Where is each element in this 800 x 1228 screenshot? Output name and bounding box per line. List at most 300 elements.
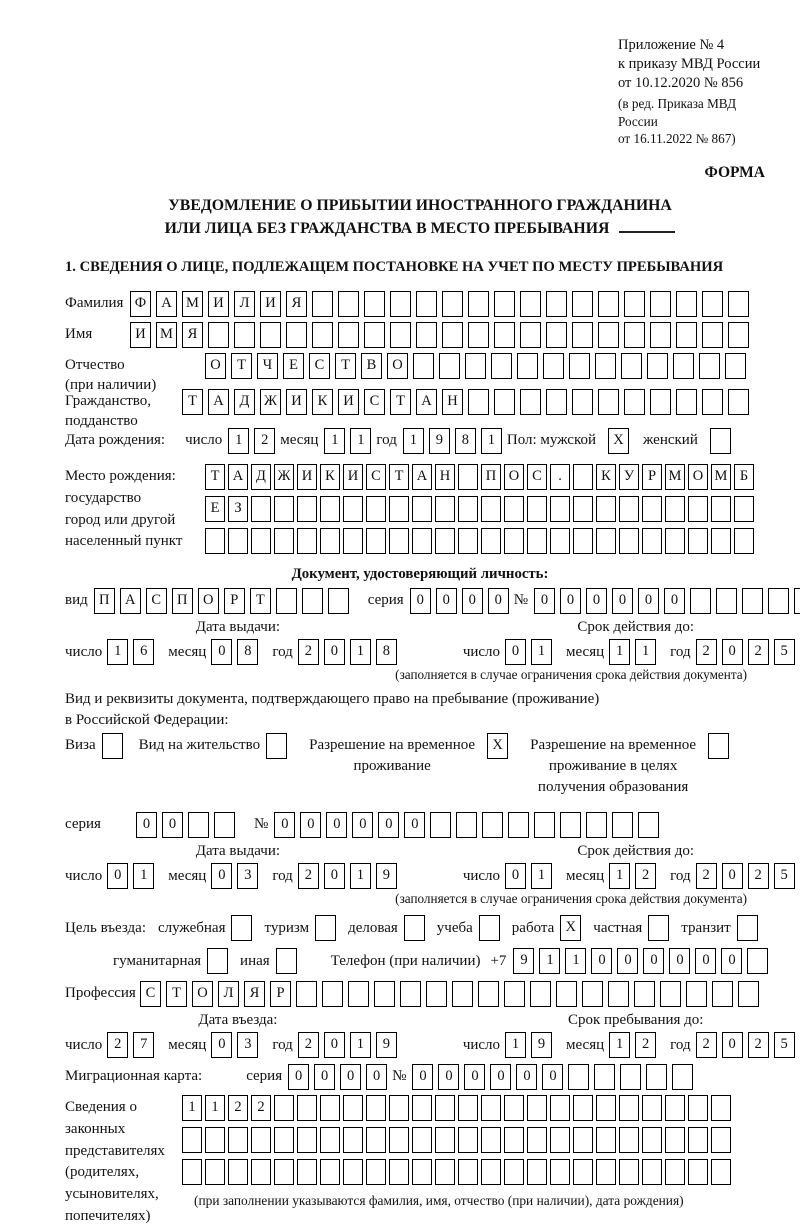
- char-cell[interactable]: [596, 496, 616, 522]
- char-cell[interactable]: 2: [696, 863, 717, 889]
- char-cell[interactable]: К: [596, 464, 616, 490]
- char-cell[interactable]: 9: [513, 948, 534, 974]
- char-cell[interactable]: [338, 291, 359, 317]
- char-cell[interactable]: [504, 496, 524, 522]
- char-cell[interactable]: [452, 981, 473, 1007]
- char-cell[interactable]: [550, 1127, 570, 1153]
- char-cell[interactable]: [560, 812, 581, 838]
- char-cell[interactable]: О: [504, 464, 524, 490]
- char-cell[interactable]: Н: [442, 389, 463, 415]
- char-cell[interactable]: [322, 981, 343, 1007]
- char-cell[interactable]: С: [140, 981, 161, 1007]
- char-cell[interactable]: [426, 981, 447, 1007]
- char-cell[interactable]: [508, 812, 529, 838]
- char-cell[interactable]: [742, 588, 763, 614]
- char-cell[interactable]: 0: [288, 1064, 309, 1090]
- char-cell[interactable]: 1: [565, 948, 586, 974]
- char-cell[interactable]: К: [320, 464, 340, 490]
- char-cell[interactable]: [297, 496, 317, 522]
- purpose-other-checkbox[interactable]: [276, 948, 297, 974]
- char-cell[interactable]: [312, 322, 333, 348]
- char-cell[interactable]: [688, 1095, 708, 1121]
- char-cell[interactable]: [569, 353, 590, 379]
- char-cell[interactable]: [364, 291, 385, 317]
- purpose-business-checkbox[interactable]: [404, 915, 425, 941]
- char-cell[interactable]: О: [192, 981, 213, 1007]
- char-cell[interactable]: 0: [462, 588, 483, 614]
- char-cell[interactable]: С: [309, 353, 330, 379]
- char-cell[interactable]: П: [481, 464, 501, 490]
- char-cell[interactable]: [686, 981, 707, 1007]
- char-cell[interactable]: 1: [609, 1032, 630, 1058]
- char-cell[interactable]: 1: [205, 1095, 225, 1121]
- char-cell[interactable]: [413, 353, 434, 379]
- char-cell[interactable]: 0: [534, 588, 555, 614]
- char-cell[interactable]: 9: [531, 1032, 552, 1058]
- char-cell[interactable]: Е: [205, 496, 225, 522]
- char-cell[interactable]: 0: [612, 588, 633, 614]
- char-cell[interactable]: [468, 389, 489, 415]
- char-cell[interactable]: Д: [234, 389, 255, 415]
- char-cell[interactable]: [205, 528, 225, 554]
- purpose-humanitarian-checkbox[interactable]: [207, 948, 228, 974]
- char-cell[interactable]: [390, 291, 411, 317]
- char-cell[interactable]: [530, 981, 551, 1007]
- char-cell[interactable]: [481, 1095, 501, 1121]
- char-cell[interactable]: 2: [298, 639, 319, 665]
- char-cell[interactable]: 1: [531, 639, 552, 665]
- char-cell[interactable]: Т: [250, 588, 271, 614]
- char-cell[interactable]: [251, 1127, 271, 1153]
- char-cell[interactable]: [297, 1127, 317, 1153]
- char-cell[interactable]: [520, 389, 541, 415]
- char-cell[interactable]: М: [182, 291, 203, 317]
- char-cell[interactable]: И: [338, 389, 359, 415]
- char-cell[interactable]: [214, 812, 235, 838]
- char-cell[interactable]: Т: [335, 353, 356, 379]
- char-cell[interactable]: 8: [237, 639, 258, 665]
- char-cell[interactable]: 0: [412, 1064, 433, 1090]
- char-cell[interactable]: Т: [166, 981, 187, 1007]
- char-cell[interactable]: [338, 322, 359, 348]
- char-cell[interactable]: 1: [539, 948, 560, 974]
- char-cell[interactable]: [550, 496, 570, 522]
- char-cell[interactable]: [676, 322, 697, 348]
- sex-male-checkbox[interactable]: X: [608, 428, 629, 454]
- char-cell[interactable]: С: [146, 588, 167, 614]
- char-cell[interactable]: [699, 353, 720, 379]
- char-cell[interactable]: 1: [481, 428, 502, 454]
- char-cell[interactable]: [642, 1095, 662, 1121]
- char-cell[interactable]: [608, 981, 629, 1007]
- char-cell[interactable]: 0: [542, 1064, 563, 1090]
- char-cell[interactable]: [416, 322, 437, 348]
- char-cell[interactable]: [647, 353, 668, 379]
- char-cell[interactable]: [276, 588, 297, 614]
- char-cell[interactable]: [527, 496, 547, 522]
- char-cell[interactable]: [228, 1127, 248, 1153]
- char-cell[interactable]: [366, 1127, 386, 1153]
- char-cell[interactable]: 1: [635, 639, 656, 665]
- char-cell[interactable]: [389, 528, 409, 554]
- char-cell[interactable]: [650, 291, 671, 317]
- char-cell[interactable]: 0: [211, 1032, 232, 1058]
- char-cell[interactable]: [676, 291, 697, 317]
- char-cell[interactable]: М: [711, 464, 731, 490]
- char-cell[interactable]: З: [228, 496, 248, 522]
- char-cell[interactable]: А: [416, 389, 437, 415]
- char-cell[interactable]: Ж: [260, 389, 281, 415]
- char-cell[interactable]: 2: [696, 639, 717, 665]
- char-cell[interactable]: [481, 1127, 501, 1153]
- char-cell[interactable]: 5: [774, 863, 795, 889]
- char-cell[interactable]: И: [297, 464, 317, 490]
- char-cell[interactable]: П: [94, 588, 115, 614]
- char-cell[interactable]: 2: [228, 1095, 248, 1121]
- char-cell[interactable]: [598, 389, 619, 415]
- char-cell[interactable]: [546, 389, 567, 415]
- char-cell[interactable]: 0: [591, 948, 612, 974]
- char-cell[interactable]: [582, 981, 603, 1007]
- char-cell[interactable]: [711, 528, 731, 554]
- char-cell[interactable]: [228, 528, 248, 554]
- char-cell[interactable]: [619, 1127, 639, 1153]
- char-cell[interactable]: [188, 812, 209, 838]
- char-cell[interactable]: [638, 812, 659, 838]
- char-cell[interactable]: [595, 353, 616, 379]
- char-cell[interactable]: [688, 528, 708, 554]
- char-cell[interactable]: [251, 528, 271, 554]
- option-temp-residence-education-checkbox[interactable]: [708, 733, 729, 759]
- char-cell[interactable]: [234, 322, 255, 348]
- char-cell[interactable]: 0: [617, 948, 638, 974]
- char-cell[interactable]: [251, 496, 271, 522]
- char-cell[interactable]: [556, 981, 577, 1007]
- char-cell[interactable]: И: [286, 389, 307, 415]
- char-cell[interactable]: [673, 353, 694, 379]
- char-cell[interactable]: О: [205, 353, 226, 379]
- char-cell[interactable]: 0: [410, 588, 431, 614]
- char-cell[interactable]: [688, 496, 708, 522]
- char-cell[interactable]: [412, 1095, 432, 1121]
- char-cell[interactable]: [458, 1127, 478, 1153]
- char-cell[interactable]: [665, 1095, 685, 1121]
- char-cell[interactable]: И: [130, 322, 151, 348]
- char-cell[interactable]: [725, 353, 746, 379]
- char-cell[interactable]: [573, 1127, 593, 1153]
- char-cell[interactable]: С: [527, 464, 547, 490]
- char-cell[interactable]: [468, 322, 489, 348]
- char-cell[interactable]: [504, 1095, 524, 1121]
- char-cell[interactable]: 0: [505, 639, 526, 665]
- char-cell[interactable]: [343, 496, 363, 522]
- char-cell[interactable]: 0: [378, 812, 399, 838]
- char-cell[interactable]: [435, 496, 455, 522]
- char-cell[interactable]: 1: [133, 863, 154, 889]
- char-cell[interactable]: [619, 528, 639, 554]
- char-cell[interactable]: 0: [560, 588, 581, 614]
- char-cell[interactable]: [572, 322, 593, 348]
- char-cell[interactable]: [343, 1127, 363, 1153]
- char-cell[interactable]: [389, 1127, 409, 1153]
- char-cell[interactable]: [312, 291, 333, 317]
- char-cell[interactable]: Л: [234, 291, 255, 317]
- char-cell[interactable]: Р: [224, 588, 245, 614]
- char-cell[interactable]: [389, 496, 409, 522]
- char-cell[interactable]: [690, 588, 711, 614]
- char-cell[interactable]: [494, 322, 515, 348]
- char-cell[interactable]: [520, 291, 541, 317]
- char-cell[interactable]: 0: [722, 639, 743, 665]
- char-cell[interactable]: [456, 812, 477, 838]
- char-cell[interactable]: [458, 528, 478, 554]
- char-cell[interactable]: 0: [722, 863, 743, 889]
- char-cell[interactable]: [747, 948, 768, 974]
- char-cell[interactable]: [716, 588, 737, 614]
- char-cell[interactable]: Ж: [274, 464, 294, 490]
- char-cell[interactable]: Я: [182, 322, 203, 348]
- char-cell[interactable]: [412, 528, 432, 554]
- char-cell[interactable]: 0: [722, 1032, 743, 1058]
- char-cell[interactable]: 0: [352, 812, 373, 838]
- char-cell[interactable]: [465, 353, 486, 379]
- char-cell[interactable]: И: [208, 291, 229, 317]
- char-cell[interactable]: 0: [211, 639, 232, 665]
- char-cell[interactable]: 1: [324, 428, 345, 454]
- char-cell[interactable]: [458, 464, 478, 490]
- char-cell[interactable]: [550, 528, 570, 554]
- char-cell[interactable]: Л: [218, 981, 239, 1007]
- char-cell[interactable]: [504, 528, 524, 554]
- char-cell[interactable]: [672, 1064, 693, 1090]
- char-cell[interactable]: Р: [642, 464, 662, 490]
- char-cell[interactable]: 2: [254, 428, 275, 454]
- char-cell[interactable]: [665, 528, 685, 554]
- char-cell[interactable]: [650, 322, 671, 348]
- char-cell[interactable]: 0: [326, 812, 347, 838]
- char-cell[interactable]: О: [688, 464, 708, 490]
- purpose-official-checkbox[interactable]: [231, 915, 252, 941]
- char-cell[interactable]: [442, 322, 463, 348]
- char-cell[interactable]: [412, 1127, 432, 1153]
- char-cell[interactable]: [702, 389, 723, 415]
- char-cell[interactable]: [491, 353, 512, 379]
- char-cell[interactable]: [400, 981, 421, 1007]
- char-cell[interactable]: [676, 389, 697, 415]
- char-cell[interactable]: 0: [324, 639, 345, 665]
- char-cell[interactable]: 0: [664, 588, 685, 614]
- char-cell[interactable]: [573, 1095, 593, 1121]
- char-cell[interactable]: .: [550, 464, 570, 490]
- char-cell[interactable]: Т: [231, 353, 252, 379]
- char-cell[interactable]: С: [364, 389, 385, 415]
- char-cell[interactable]: 2: [696, 1032, 717, 1058]
- char-cell[interactable]: А: [120, 588, 141, 614]
- char-cell[interactable]: 2: [251, 1095, 271, 1121]
- char-cell[interactable]: [374, 981, 395, 1007]
- char-cell[interactable]: [598, 291, 619, 317]
- char-cell[interactable]: [458, 496, 478, 522]
- char-cell[interactable]: [274, 528, 294, 554]
- char-cell[interactable]: 1: [182, 1095, 202, 1121]
- char-cell[interactable]: [619, 1095, 639, 1121]
- char-cell[interactable]: 0: [695, 948, 716, 974]
- char-cell[interactable]: [389, 1095, 409, 1121]
- char-cell[interactable]: 0: [162, 812, 183, 838]
- char-cell[interactable]: [182, 1127, 202, 1153]
- char-cell[interactable]: А: [208, 389, 229, 415]
- char-cell[interactable]: [520, 322, 541, 348]
- char-cell[interactable]: [598, 322, 619, 348]
- char-cell[interactable]: 2: [748, 1032, 769, 1058]
- char-cell[interactable]: [543, 353, 564, 379]
- char-cell[interactable]: [728, 291, 749, 317]
- char-cell[interactable]: 1: [505, 1032, 526, 1058]
- char-cell[interactable]: [430, 812, 451, 838]
- char-cell[interactable]: [527, 1095, 547, 1121]
- purpose-work-checkbox[interactable]: X: [560, 915, 581, 941]
- char-cell[interactable]: 0: [340, 1064, 361, 1090]
- char-cell[interactable]: [504, 1127, 524, 1153]
- char-cell[interactable]: [274, 1095, 294, 1121]
- char-cell[interactable]: [435, 528, 455, 554]
- char-cell[interactable]: [634, 981, 655, 1007]
- char-cell[interactable]: [546, 322, 567, 348]
- char-cell[interactable]: [594, 1064, 615, 1090]
- char-cell[interactable]: 1: [609, 639, 630, 665]
- char-cell[interactable]: П: [172, 588, 193, 614]
- option-residence-permit-checkbox[interactable]: [266, 733, 287, 759]
- char-cell[interactable]: [572, 291, 593, 317]
- char-cell[interactable]: И: [343, 464, 363, 490]
- char-cell[interactable]: 9: [376, 1032, 397, 1058]
- char-cell[interactable]: М: [156, 322, 177, 348]
- char-cell[interactable]: 0: [464, 1064, 485, 1090]
- char-cell[interactable]: [296, 981, 317, 1007]
- char-cell[interactable]: 1: [350, 1032, 371, 1058]
- char-cell[interactable]: 0: [300, 812, 321, 838]
- char-cell[interactable]: [442, 291, 463, 317]
- char-cell[interactable]: Т: [390, 389, 411, 415]
- char-cell[interactable]: 1: [228, 428, 249, 454]
- char-cell[interactable]: А: [412, 464, 432, 490]
- char-cell[interactable]: [260, 322, 281, 348]
- char-cell[interactable]: [612, 812, 633, 838]
- option-temp-residence-checkbox[interactable]: X: [487, 733, 508, 759]
- char-cell[interactable]: [435, 1095, 455, 1121]
- char-cell[interactable]: 2: [748, 639, 769, 665]
- char-cell[interactable]: [343, 528, 363, 554]
- char-cell[interactable]: 0: [274, 812, 295, 838]
- char-cell[interactable]: Т: [182, 389, 203, 415]
- char-cell[interactable]: [728, 389, 749, 415]
- char-cell[interactable]: [504, 981, 525, 1007]
- char-cell[interactable]: В: [361, 353, 382, 379]
- char-cell[interactable]: [527, 528, 547, 554]
- char-cell[interactable]: [711, 496, 731, 522]
- char-cell[interactable]: 0: [366, 1064, 387, 1090]
- char-cell[interactable]: Ф: [130, 291, 151, 317]
- char-cell[interactable]: [642, 496, 662, 522]
- char-cell[interactable]: [711, 1127, 731, 1153]
- char-cell[interactable]: Т: [205, 464, 225, 490]
- char-cell[interactable]: [412, 496, 432, 522]
- char-cell[interactable]: И: [260, 291, 281, 317]
- char-cell[interactable]: [482, 812, 503, 838]
- char-cell[interactable]: [416, 291, 437, 317]
- char-cell[interactable]: [621, 353, 642, 379]
- char-cell[interactable]: 0: [136, 812, 157, 838]
- char-cell[interactable]: [568, 1064, 589, 1090]
- char-cell[interactable]: [320, 496, 340, 522]
- char-cell[interactable]: 0: [107, 863, 128, 889]
- char-cell[interactable]: [573, 496, 593, 522]
- char-cell[interactable]: [596, 1127, 616, 1153]
- char-cell[interactable]: 0: [669, 948, 690, 974]
- char-cell[interactable]: 2: [298, 1032, 319, 1058]
- purpose-tourism-checkbox[interactable]: [315, 915, 336, 941]
- char-cell[interactable]: [546, 291, 567, 317]
- char-cell[interactable]: [534, 812, 555, 838]
- char-cell[interactable]: [596, 1095, 616, 1121]
- char-cell[interactable]: [517, 353, 538, 379]
- char-cell[interactable]: Я: [244, 981, 265, 1007]
- char-cell[interactable]: 9: [429, 428, 450, 454]
- char-cell[interactable]: [573, 528, 593, 554]
- char-cell[interactable]: С: [366, 464, 386, 490]
- char-cell[interactable]: [494, 389, 515, 415]
- char-cell[interactable]: 9: [376, 863, 397, 889]
- char-cell[interactable]: [734, 528, 754, 554]
- char-cell[interactable]: 7: [133, 1032, 154, 1058]
- char-cell[interactable]: Т: [389, 464, 409, 490]
- char-cell[interactable]: [619, 496, 639, 522]
- option-visa-checkbox[interactable]: [102, 733, 123, 759]
- char-cell[interactable]: Е: [283, 353, 304, 379]
- char-cell[interactable]: 1: [350, 863, 371, 889]
- char-cell[interactable]: [302, 588, 323, 614]
- char-cell[interactable]: Я: [286, 291, 307, 317]
- char-cell[interactable]: 0: [586, 588, 607, 614]
- char-cell[interactable]: А: [156, 291, 177, 317]
- char-cell[interactable]: [274, 1127, 294, 1153]
- char-cell[interactable]: 5: [774, 1032, 795, 1058]
- char-cell[interactable]: 0: [643, 948, 664, 974]
- char-cell[interactable]: [527, 1127, 547, 1153]
- sex-female-checkbox[interactable]: [710, 428, 731, 454]
- char-cell[interactable]: [702, 291, 723, 317]
- char-cell[interactable]: [712, 981, 733, 1007]
- char-cell[interactable]: 2: [298, 863, 319, 889]
- char-cell[interactable]: 3: [237, 863, 258, 889]
- char-cell[interactable]: [660, 981, 681, 1007]
- char-cell[interactable]: [297, 1095, 317, 1121]
- char-cell[interactable]: А: [228, 464, 248, 490]
- char-cell[interactable]: [572, 389, 593, 415]
- char-cell[interactable]: [286, 322, 307, 348]
- char-cell[interactable]: 0: [438, 1064, 459, 1090]
- char-cell[interactable]: Ч: [257, 353, 278, 379]
- char-cell[interactable]: [768, 588, 789, 614]
- char-cell[interactable]: 0: [488, 588, 509, 614]
- char-cell[interactable]: 0: [721, 948, 742, 974]
- char-cell[interactable]: [435, 1127, 455, 1153]
- char-cell[interactable]: [205, 1127, 225, 1153]
- char-cell[interactable]: [494, 291, 515, 317]
- char-cell[interactable]: [688, 1127, 708, 1153]
- char-cell[interactable]: 0: [314, 1064, 335, 1090]
- char-cell[interactable]: [624, 389, 645, 415]
